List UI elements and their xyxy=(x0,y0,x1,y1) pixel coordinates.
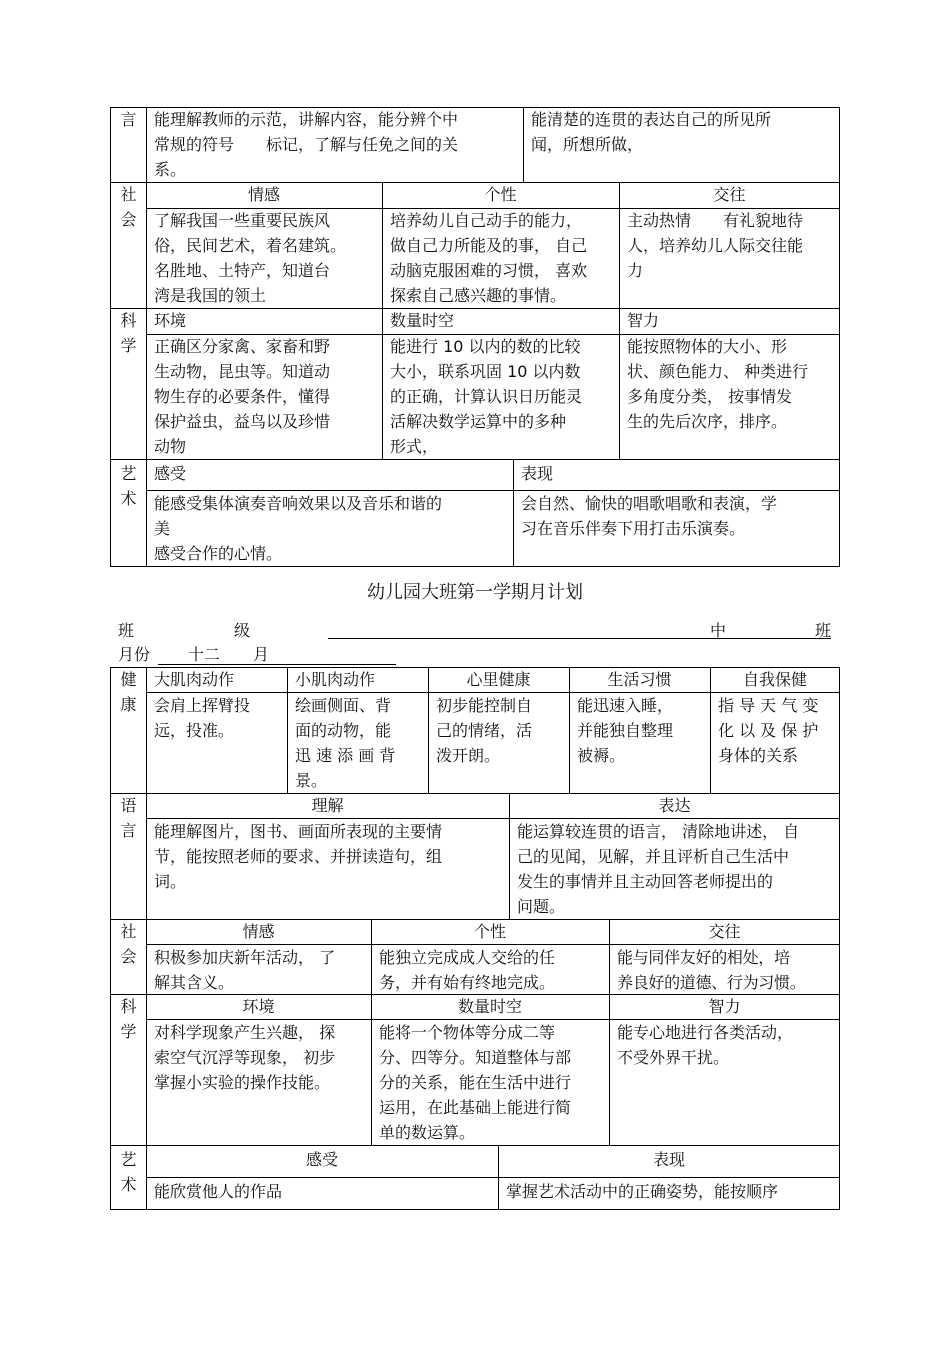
health-selfcare-cell: 指 导 天 气 变 化 以 及 保 护 身体的关系 xyxy=(718,696,819,765)
language-header-understand: 理解 xyxy=(311,796,344,815)
category-social: 社 会 xyxy=(120,185,137,229)
science-quantity-cell: 能进行 10 以内的数的比较 大小，联系巩固 10 以内数 的正确，计算认识日历能灵 活解决数学运算中的多种 形式， xyxy=(390,337,583,456)
b-art-header-feel: 感受 xyxy=(305,1150,338,1169)
b-social-interaction-cell: 能与同伴友好的相处，培 养良好的道德、行为习惯。 xyxy=(617,948,806,992)
b-category-science: 科 学 xyxy=(120,997,137,1041)
b-social-emotion-cell: 积极参加庆新年活动， 了 解其含义。 xyxy=(154,948,336,992)
b-category-social: 社 会 xyxy=(120,922,137,966)
science-intelligence-cell: 能按照物体的大小、形 状、颜色能力、 种类进行 多角度分类， 按事情发 生的先后次序，排序。 xyxy=(627,337,809,431)
b-art-feel-cell: 能欣赏他人的作品 xyxy=(154,1182,283,1201)
health-header-gross-motor: 大肌肉动作 xyxy=(154,670,235,689)
b-social-header-personality: 个性 xyxy=(473,922,506,941)
social-header-emotion: 情感 xyxy=(247,185,280,204)
science-environment-cell: 正确区分家禽、家畜和野 生动物，昆虫等。知道动 物生存的必要条件，懂得 保护益虫，益鸟以及珍惜 动物 xyxy=(154,337,331,456)
b-science-intelligence-cell: 能专心地进行各类活动， 不受外界干扰。 xyxy=(617,1023,794,1067)
language-header-express: 表达 xyxy=(658,796,691,815)
lang-express-cell: 能清楚的连贯的表达自己的所见所 闻，所想所做， xyxy=(531,110,772,154)
b-science-header-quantity: 数量时空 xyxy=(457,997,522,1016)
month-suffix: 月 xyxy=(253,645,270,664)
month-label: 月份 xyxy=(118,645,151,664)
b-science-quantity-cell: 能将一个物体等分成二等 分、四等分。知道整体与部 分的关系，能在生活中进行 运用，在此基础上能进行简 单的数运算。 xyxy=(379,1023,572,1142)
b-science-environment-cell: 对科学现象产生兴趣， 探 索空气沉浮等现象， 初步 掌握小实验的操作技能。 xyxy=(154,1023,336,1092)
b-science-header-environment: 环境 xyxy=(242,997,275,1016)
category-art: 艺 术 xyxy=(120,464,137,508)
social-header-interaction: 交往 xyxy=(713,185,746,204)
science-header-intelligence: 智力 xyxy=(627,311,660,330)
page-title: 幼儿园大班第一学期月计划 xyxy=(367,582,583,603)
class-label: 班级 xyxy=(118,621,250,640)
science-header-environment: 环境 xyxy=(154,311,187,330)
category-language-cont: 言 xyxy=(120,110,137,129)
science-header-quantity: 数量时空 xyxy=(390,311,455,330)
class-value: 中班 xyxy=(710,621,831,640)
b-art-header-perform: 表现 xyxy=(652,1150,685,1169)
b-science-header-intelligence: 智力 xyxy=(708,997,741,1016)
b-social-header-interaction: 交往 xyxy=(708,922,741,941)
bottom-plan-table xyxy=(0,660,950,1220)
b-social-personality-cell: 能独立完成成人交给的任 务，并有始有终地完成。 xyxy=(379,948,556,992)
b-category-language: 语 言 xyxy=(120,796,137,840)
health-header-selfcare: 自我保健 xyxy=(742,670,807,689)
health-gross-motor-cell: 会肩上挥臂投 远，投准。 xyxy=(154,696,251,740)
art-header-feel: 感受 xyxy=(154,464,187,483)
health-fine-motor-cell: 绘画侧面、背 面的动物，能 迅 速 添 画 背 景。 xyxy=(295,696,396,790)
social-personality-cell: 培养幼儿自己动手的能力， 做自己力所能及的事， 自己 动脑克服困难的习惯， 喜欢 探索自己感兴趣的事情。 xyxy=(390,211,588,305)
top-plan-table xyxy=(0,0,950,580)
b-art-perform-cell: 掌握艺术活动中的正确姿势，能按顺序 xyxy=(506,1182,779,1201)
art-header-perform: 表现 xyxy=(521,464,554,483)
health-mental-cell: 初步能控制自 己的情绪，活 泼开朗。 xyxy=(436,696,533,765)
health-header-habits: 生活习惯 xyxy=(607,670,672,689)
health-header-mental: 心里健康 xyxy=(466,670,531,689)
health-habits-cell: 能迅速入睡， 并能独自整理 被褥。 xyxy=(577,696,674,765)
b-social-header-emotion: 情感 xyxy=(242,922,275,941)
social-header-personality: 个性 xyxy=(484,185,517,204)
language-express-cell: 能运算较连贯的语言， 清除地讲述， 自 己的见闻，见解，并且评析自己生活中 发生的事情并且主动回答老师提出的 问题。 xyxy=(517,822,800,916)
b-category-art: 艺 术 xyxy=(120,1150,137,1194)
language-understand-cell: 能理解图片，图书、画面所表现的主要情 节，能按照老师的要求、并拼读造句，组 词。 xyxy=(154,822,443,891)
art-perform-cell: 会自然、愉快的唱歌唱歌和表演，学 习在音乐伴奏下用打击乐演奏。 xyxy=(521,494,778,538)
health-header-fine-motor: 小肌肉动作 xyxy=(295,670,376,689)
b-category-health: 健 康 xyxy=(120,670,137,714)
category-science: 科 学 xyxy=(120,311,137,355)
month-value: 十二 xyxy=(188,645,221,664)
lang-understand-cell: 能理解教师的示范，讲解内容，能分辨个中 常规的符号 标记，了解与任免之间的关 系。 xyxy=(154,110,459,179)
social-interaction-cell: 主动热情 有礼貌地待 人，培养幼儿人际交往能 力 xyxy=(627,211,804,280)
social-emotion-cell: 了解我国一些重要民族风 俗，民间艺术，着名建筑。 名胜地、土特产，知道台 湾是我国的领土 xyxy=(154,211,347,305)
art-feel-cell: 能感受集体演奏音响效果以及音乐和谐的 美 感受合作的心情。 xyxy=(154,494,443,563)
